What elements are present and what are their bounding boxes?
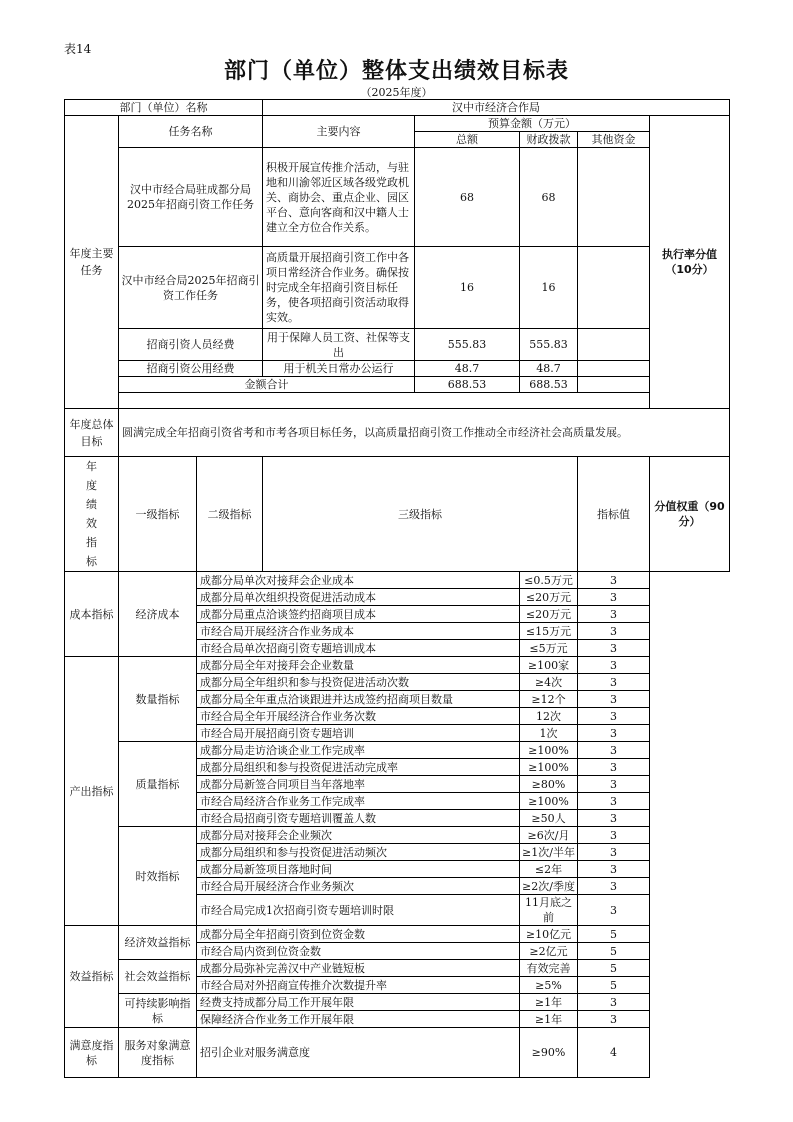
indicator-weight: 5 bbox=[578, 960, 650, 977]
indicator-value: ≤20万元 bbox=[520, 589, 578, 606]
task-fiscal: 48.7 bbox=[520, 361, 578, 377]
task-content: 用于保障人员工资、社保等支出 bbox=[263, 329, 415, 361]
year-subtitle: （2025年度） bbox=[360, 86, 433, 99]
indicator-name: 市经合局内资到位资金数 bbox=[197, 943, 520, 960]
indicator-weight: 3 bbox=[578, 827, 650, 844]
page-title: 部门（单位）整体支出绩效目标表 bbox=[223, 59, 569, 84]
task-fiscal: 555.83 bbox=[520, 329, 578, 361]
indicator-value: ≤15万元 bbox=[520, 623, 578, 640]
task-total: 555.83 bbox=[415, 329, 520, 361]
indicator-weight: 3 bbox=[578, 759, 650, 776]
sum-other bbox=[578, 377, 650, 393]
task-name: 招商引资人员经费 bbox=[119, 329, 263, 361]
indicator-weight: 5 bbox=[578, 943, 650, 960]
indicator-weight: 3 bbox=[578, 1011, 650, 1028]
indicator-weight: 3 bbox=[578, 623, 650, 640]
budget-header: 预算金额（万元） bbox=[415, 116, 650, 132]
task-content: 高质量开展招商引资工作中各项日常经济合作业务。确保按时完成全年招商引资目标任务，使各项招商引资活动取得实效。 bbox=[263, 247, 415, 329]
task-other bbox=[578, 247, 650, 329]
indicator-weight: 3 bbox=[578, 776, 650, 793]
task-total: 68 bbox=[415, 148, 520, 247]
indicator-value: ≥80% bbox=[520, 776, 578, 793]
indicator-name: 成都分局弥补完善汉中产业链短板 bbox=[197, 960, 520, 977]
dept-label: 部门（单位）名称 bbox=[65, 100, 263, 116]
indicator-name: 保障经济合作业务工作开展年限 bbox=[197, 1011, 520, 1028]
level1-indicator: 产出指标 bbox=[65, 657, 119, 926]
indicator-value: 1次 bbox=[520, 725, 578, 742]
indicator-name: 招引企业对服务满意度 bbox=[197, 1028, 520, 1078]
indicator-value: ≥1年 bbox=[520, 1011, 578, 1028]
task-content: 用于机关日常办公运行 bbox=[263, 361, 415, 377]
task-name: 招商引资公用经费 bbox=[119, 361, 263, 377]
task-other bbox=[578, 329, 650, 361]
indicator-weight: 3 bbox=[578, 725, 650, 742]
indicator-name: 市经合局开展招商引资专题培训 bbox=[197, 725, 520, 742]
perf-indicators-text: 年度绩效指标 bbox=[86, 460, 97, 568]
indicator-weight: 3 bbox=[578, 708, 650, 725]
indicator-value: ≥2亿元 bbox=[520, 943, 578, 960]
indicator-value: 12次 bbox=[520, 708, 578, 725]
indicator-weight: 5 bbox=[578, 977, 650, 994]
col-level2: 二级指标 bbox=[197, 457, 263, 572]
sum-fiscal: 688.53 bbox=[520, 377, 578, 393]
perf-indicators-label bbox=[65, 457, 119, 572]
task-other bbox=[578, 361, 650, 377]
indicator-value: ≥100% bbox=[520, 759, 578, 776]
level1-indicator: 效益指标 bbox=[65, 926, 119, 1028]
indicator-value: 11月底之前 bbox=[520, 895, 578, 926]
indicator-value: ≥2次/季度 bbox=[520, 878, 578, 895]
indicator-name: 经费支持成都分局工作开展年限 bbox=[197, 994, 520, 1011]
indicator-value: ≥1次/半年 bbox=[520, 844, 578, 861]
indicator-name: 市经合局招商引资专题培训覆盖人数 bbox=[197, 810, 520, 827]
level2-indicator: 质量指标 bbox=[119, 742, 197, 827]
indicator-name: 成都分局新签合同项目当年落地率 bbox=[197, 776, 520, 793]
indicator-weight: 3 bbox=[578, 810, 650, 827]
indicator-weight: 3 bbox=[578, 691, 650, 708]
task-name: 汉中市经合局驻成都分局2025年招商引资工作任务 bbox=[119, 148, 263, 247]
level2-indicator: 社会效益指标 bbox=[119, 960, 197, 994]
indicator-name: 成都分局全年对接拜会企业数量 bbox=[197, 657, 520, 674]
indicator-value: ≥4次 bbox=[520, 674, 578, 691]
indicator-value: ≥50人 bbox=[520, 810, 578, 827]
table-number: 表14 bbox=[64, 42, 92, 56]
total-header: 总额 bbox=[415, 132, 520, 148]
indicator-weight: 3 bbox=[578, 994, 650, 1011]
spacer-cell bbox=[119, 393, 650, 409]
indicator-value: ≥6次/月 bbox=[520, 827, 578, 844]
col-weight: 分值权重（90分） bbox=[650, 457, 730, 572]
indicator-name: 成都分局全年重点洽谈跟进并达成签约招商项目数量 bbox=[197, 691, 520, 708]
indicator-name: 市经合局开展经济合作业务成本 bbox=[197, 623, 520, 640]
indicator-weight: 3 bbox=[578, 844, 650, 861]
col-value: 指标值 bbox=[578, 457, 650, 572]
dept-name: 汉中市经济合作局 bbox=[263, 100, 730, 116]
sum-label: 金额合计 bbox=[119, 377, 415, 393]
content-header: 主要内容 bbox=[263, 116, 415, 148]
indicator-value: ≥100家 bbox=[520, 657, 578, 674]
indicator-name: 成都分局重点洽谈签约招商项目成本 bbox=[197, 606, 520, 623]
indicator-weight: 3 bbox=[578, 572, 650, 589]
indicator-value: ≥1年 bbox=[520, 994, 578, 1011]
indicator-weight: 4 bbox=[578, 1028, 650, 1078]
indicator-value: ≥100% bbox=[520, 742, 578, 759]
indicator-value: 有效完善 bbox=[520, 960, 578, 977]
level2-indicator: 时效指标 bbox=[119, 827, 197, 926]
indicator-weight: 3 bbox=[578, 878, 650, 895]
goal-text: 圆满完成全年招商引资省考和市考各项目标任务，以高质量招商引资工作推动全市经济社会高质量发展。 bbox=[119, 409, 730, 457]
indicator-name: 市经合局完成1次招商引资专题培训时限 bbox=[197, 895, 520, 926]
col-level1: 一级指标 bbox=[119, 457, 197, 572]
indicator-name: 市经合局经济合作业务工作完成率 bbox=[197, 793, 520, 810]
indicator-weight: 3 bbox=[578, 640, 650, 657]
indicator-weight: 3 bbox=[578, 793, 650, 810]
indicator-weight: 3 bbox=[578, 742, 650, 759]
task-total: 48.7 bbox=[415, 361, 520, 377]
indicator-value: ≥12个 bbox=[520, 691, 578, 708]
indicator-name: 市经合局单次招商引资专题培训成本 bbox=[197, 640, 520, 657]
level2-indicator: 服务对象满意度指标 bbox=[119, 1028, 197, 1078]
indicator-weight: 5 bbox=[578, 926, 650, 943]
indicator-name: 市经合局对外招商宣传推介次数提升率 bbox=[197, 977, 520, 994]
level2-indicator: 可持续影响指标 bbox=[119, 994, 197, 1028]
indicator-name: 成都分局全年招商引资到位资金数 bbox=[197, 926, 520, 943]
level2-indicator: 数量指标 bbox=[119, 657, 197, 742]
indicator-value: ≤20万元 bbox=[520, 606, 578, 623]
indicator-name: 成都分局组织和参与投资促进活动频次 bbox=[197, 844, 520, 861]
indicator-value: ≤5万元 bbox=[520, 640, 578, 657]
indicator-name: 成都分局走访洽谈企业工作完成率 bbox=[197, 742, 520, 759]
indicator-weight: 3 bbox=[578, 606, 650, 623]
level2-indicator: 经济效益指标 bbox=[119, 926, 197, 960]
indicator-name: 成都分局新签项目落地时间 bbox=[197, 861, 520, 878]
indicator-weight: 3 bbox=[578, 861, 650, 878]
indicator-value: ≤0.5万元 bbox=[520, 572, 578, 589]
indicator-name: 成都分局单次对接拜会企业成本 bbox=[197, 572, 520, 589]
fiscal-header: 财政拨款 bbox=[520, 132, 578, 148]
level1-indicator: 满意度指标 bbox=[65, 1028, 119, 1078]
task-fiscal: 68 bbox=[520, 148, 578, 247]
level1-indicator: 成本指标 bbox=[65, 572, 119, 657]
goal-label: 年度总体目标 bbox=[65, 409, 119, 457]
task-other bbox=[578, 148, 650, 247]
annual-tasks-label: 年度主要任务 bbox=[65, 116, 119, 409]
indicator-value: ≥10亿元 bbox=[520, 926, 578, 943]
level2-indicator: 经济成本 bbox=[119, 572, 197, 657]
indicator-name: 成都分局全年组织和参与投资促进活动次数 bbox=[197, 674, 520, 691]
task-fiscal: 16 bbox=[520, 247, 578, 329]
col-level3: 三级指标 bbox=[263, 457, 578, 572]
indicator-name: 成都分局组织和参与投资促进活动完成率 bbox=[197, 759, 520, 776]
indicator-value: ≥5% bbox=[520, 977, 578, 994]
sum-total: 688.53 bbox=[415, 377, 520, 393]
indicator-weight: 3 bbox=[578, 657, 650, 674]
indicator-name: 成都分局对接拜会企业频次 bbox=[197, 827, 520, 844]
task-name: 汉中市经合局2025年招商引资工作任务 bbox=[119, 247, 263, 329]
indicator-weight: 3 bbox=[578, 674, 650, 691]
indicator-name: 市经合局开展经济合作业务频次 bbox=[197, 878, 520, 895]
indicator-name: 市经合局全年开展经济合作业务次数 bbox=[197, 708, 520, 725]
indicator-value: ≥90% bbox=[520, 1028, 578, 1078]
performance-table bbox=[64, 99, 729, 1078]
score-label: 执行率分值（10分） bbox=[650, 116, 730, 409]
task-total: 16 bbox=[415, 247, 520, 329]
indicator-weight: 3 bbox=[578, 589, 650, 606]
task-name-header: 任务名称 bbox=[119, 116, 263, 148]
indicator-value: ≥100% bbox=[520, 793, 578, 810]
task-content: 积极开展宣传推介活动，与驻地和川渝邻近区域各级党政机关、商协会、重点企业、园区平台、意向客商和汉中籍人士建立全方位合作关系。 bbox=[263, 148, 415, 247]
indicator-weight: 3 bbox=[578, 895, 650, 926]
indicator-value: ≤2年 bbox=[520, 861, 578, 878]
other-header: 其他资金 bbox=[578, 132, 650, 148]
indicator-name: 成都分局单次组织投资促进活动成本 bbox=[197, 589, 520, 606]
